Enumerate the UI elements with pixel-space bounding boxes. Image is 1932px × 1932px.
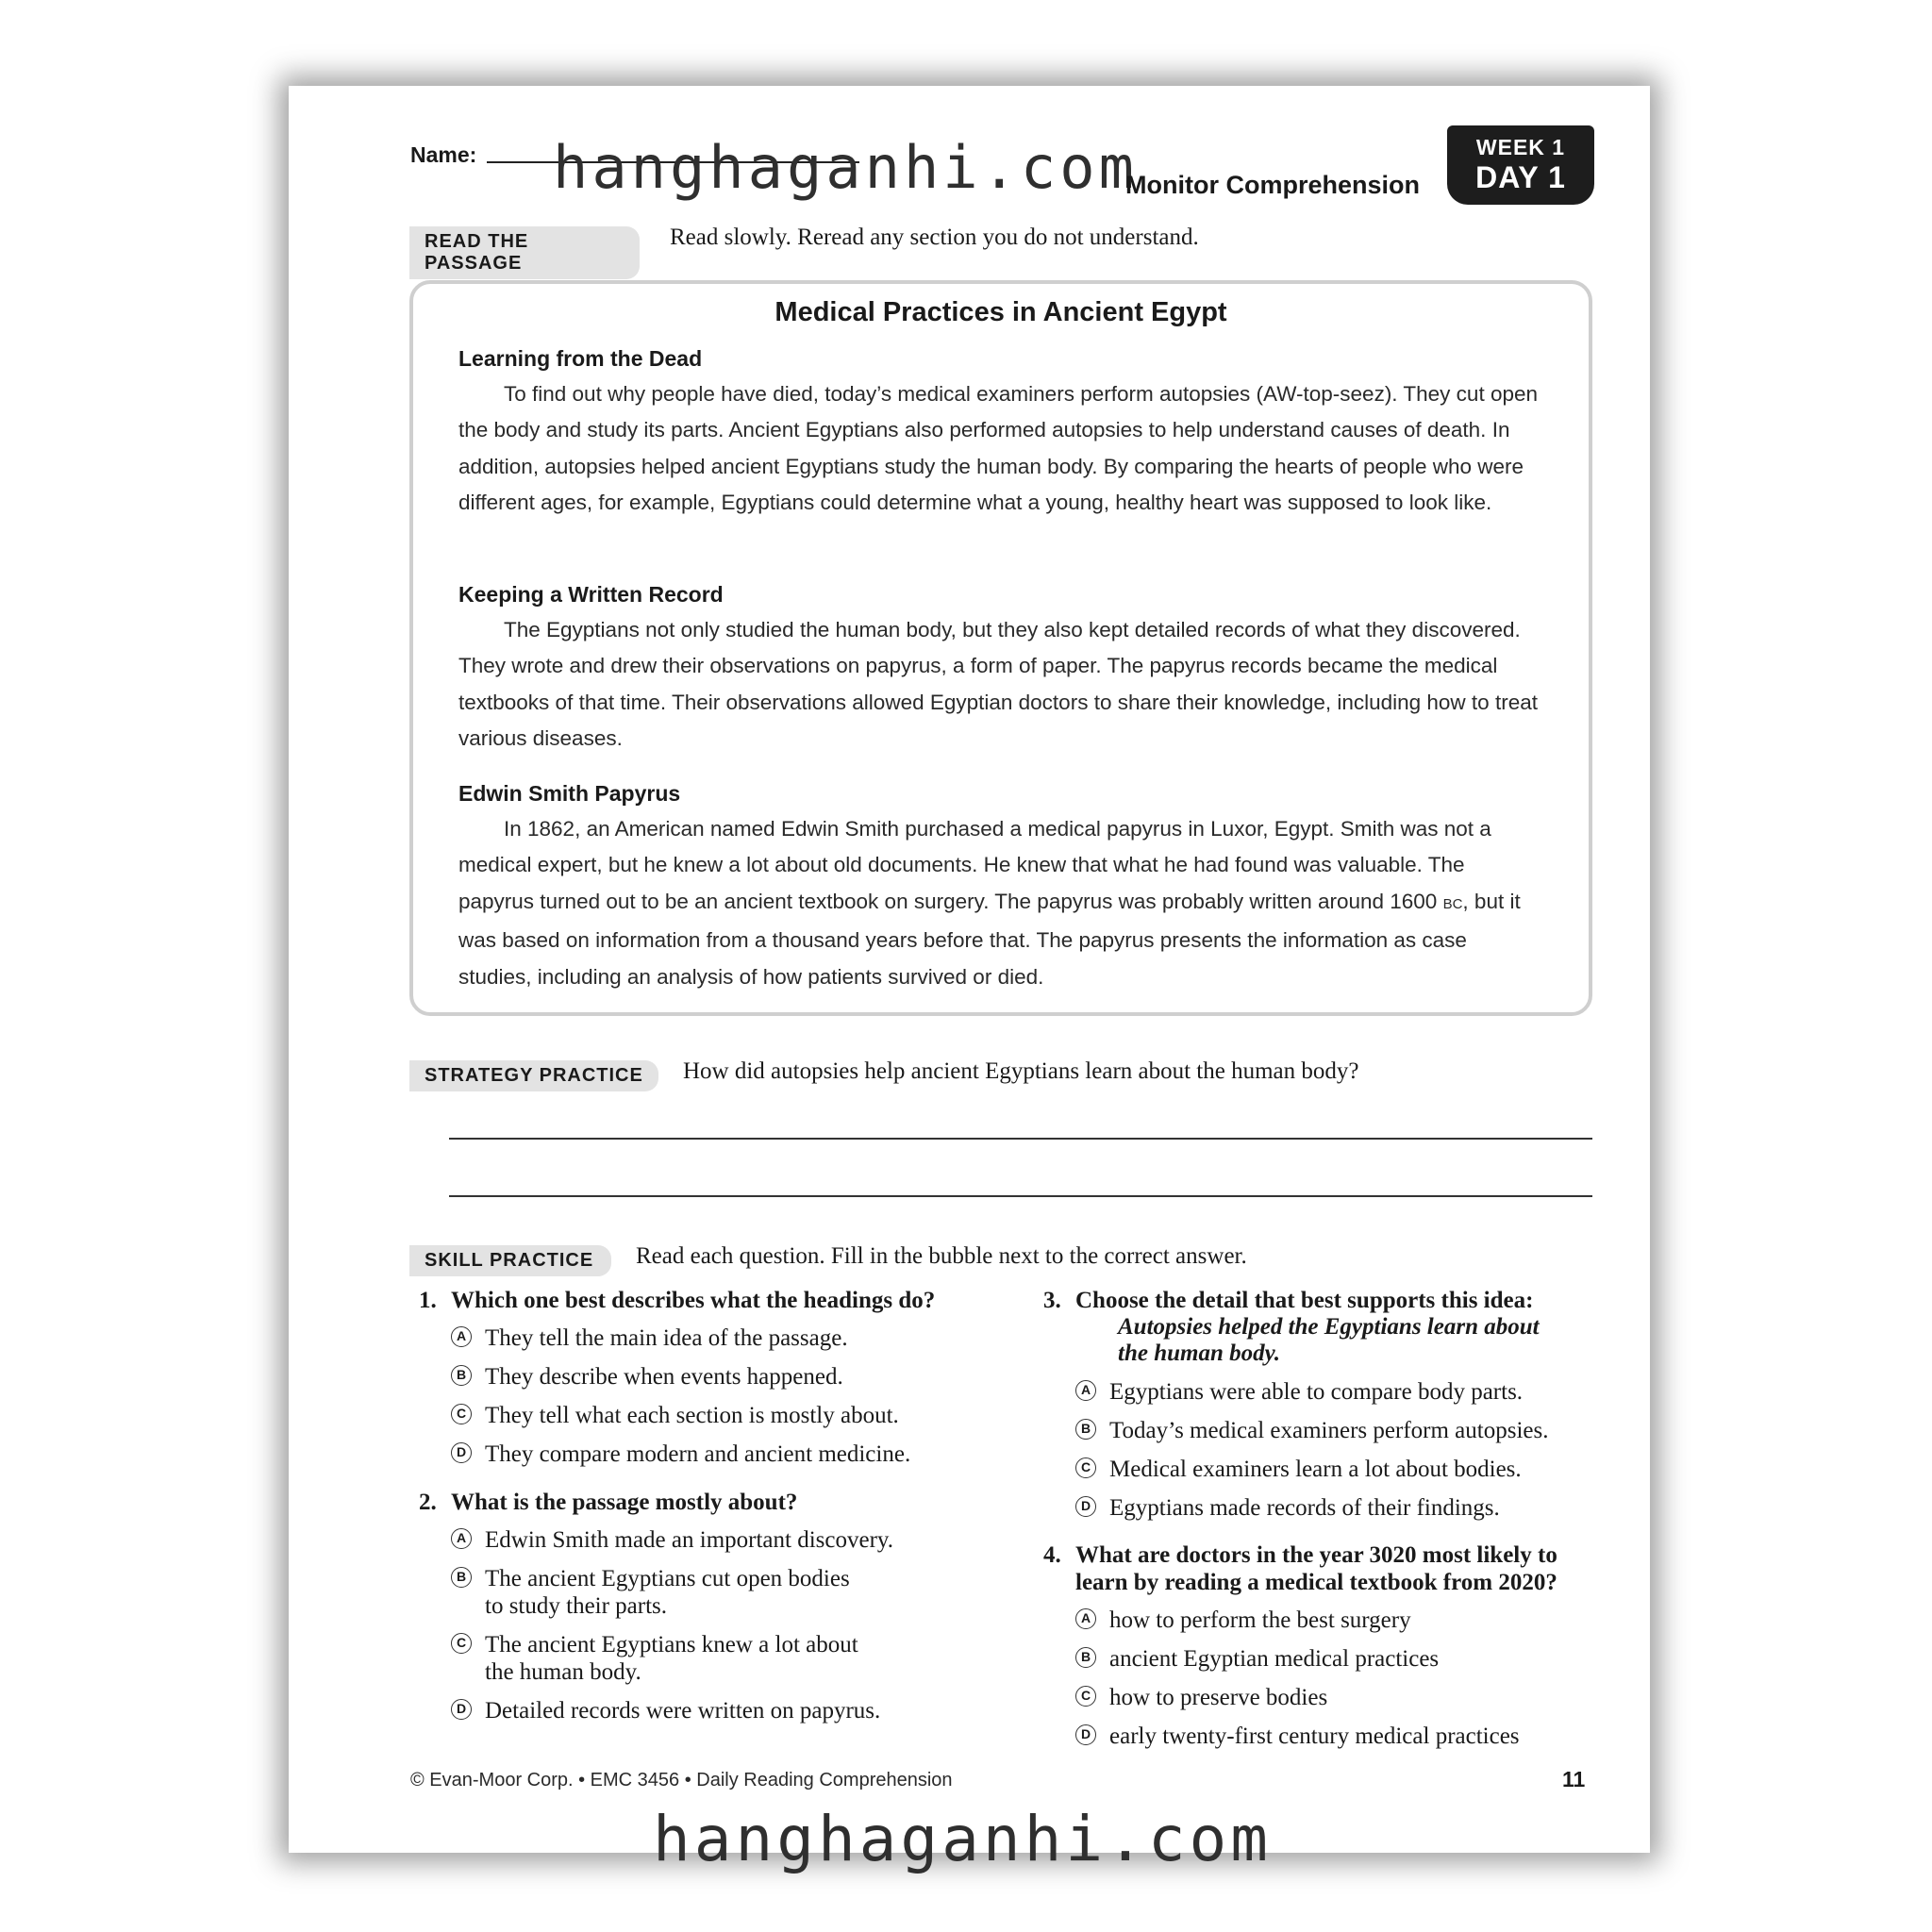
strategy-practice-tag: STRATEGY PRACTICE: [409, 1060, 658, 1091]
section-body-3: [458, 811, 1543, 995]
option-text: ancient Egyptian medical practices: [1109, 1646, 1440, 1672]
option-text-continued: to study their parts.: [485, 1593, 668, 1619]
option-text: The ancient Egyptians cut open bodies: [485, 1566, 850, 1591]
question-number: 1.: [419, 1288, 437, 1313]
name-label: Name:: [410, 142, 477, 167]
bubble-a[interactable]: A: [1075, 1608, 1096, 1629]
section-heading-1: Learning from the Dead: [458, 346, 703, 371]
question-number: 2.: [419, 1490, 437, 1515]
question-4: [1043, 1542, 1600, 1769]
worksheet-page: [289, 86, 1650, 1875]
bubble-c[interactable]: C: [1075, 1686, 1096, 1707]
bubble-d[interactable]: D: [451, 1442, 472, 1463]
question-stem: Choose the detail that best supports this idea:: [1075, 1288, 1534, 1313]
option-text: how to perform the best surgery: [1109, 1607, 1411, 1633]
page-number: 11: [1562, 1767, 1586, 1791]
bubble-b[interactable]: B: [1075, 1647, 1096, 1668]
skill-title: Monitor Comprehension: [1125, 171, 1420, 199]
answer-line-1[interactable]: [449, 1138, 1592, 1140]
bubble-b[interactable]: B: [1075, 1419, 1096, 1440]
option-text: They tell the main idea of the passage.: [485, 1325, 848, 1351]
supported-idea-line-2: the human body.: [1118, 1341, 1281, 1366]
skill-instruction: Read each question. Fill in the bubble next to the correct answer.: [636, 1243, 1247, 1269]
section-body-3-part-a: In 1862, an American named Edwin Smith purchased a medical papyrus in Luxor, Egypt. Smith was not a medical expert, but he knew a lot about old documents. He knew that what he had found was valuable. The papyrus turned out to be an ancient textbook on surgery. The papyrus was probably written around 1600: [458, 817, 1491, 913]
question-stem: What are doctors in the year 3020 most likely to: [1075, 1542, 1557, 1568]
supported-idea-line-1: Autopsies helped the Egyptians learn about: [1118, 1314, 1540, 1340]
bubble-a[interactable]: A: [451, 1528, 472, 1549]
question-1: [419, 1288, 985, 1486]
bubble-b[interactable]: B: [451, 1365, 472, 1386]
bubble-a[interactable]: A: [1075, 1380, 1096, 1401]
option-text: They describe when events happened.: [485, 1364, 843, 1390]
option-text: Medical examiners learn a lot about bodies.: [1109, 1457, 1522, 1482]
day-label: DAY 1: [1475, 160, 1566, 194]
option-text: Today’s medical examiners perform autopsies.: [1109, 1418, 1549, 1443]
option-text: They compare modern and ancient medicine.: [485, 1441, 911, 1467]
era-label: BC: [1442, 895, 1463, 912]
question-number: 3.: [1043, 1288, 1061, 1313]
section-body-2: The Egyptians not only studied the human body, but they also kept detailed records of what they discovered. They wrote and drew their observations on papyrus, a form of paper. The papyrus records became the medical textbooks of that time. Their observations allowed Egyptian doctors to share their knowledge, including how to treat various diseases.: [458, 618, 1538, 751]
section-heading-2: Keeping a Written Record: [458, 582, 724, 607]
bubble-b[interactable]: B: [451, 1567, 472, 1588]
question-number: 4.: [1043, 1542, 1061, 1568]
bubble-c[interactable]: C: [1075, 1457, 1096, 1478]
passage-title: Medical Practices in Ancient Egypt: [774, 297, 1227, 327]
read-passage-tag: READ THE PASSAGE: [409, 226, 640, 279]
passage-box: [409, 280, 1592, 1016]
watermark-bottom: hanghaganhi.com: [653, 1803, 1273, 1875]
option-text: They tell what each section is mostly about.: [485, 1403, 899, 1428]
option-text: early twenty-first century medical practices: [1109, 1724, 1520, 1749]
skill-practice-tag: SKILL PRACTICE: [409, 1245, 611, 1276]
section-body-1: To find out why people have died, today’s medical examiners perform autopsies (AW-top-seez). They cut open the body and study its parts. Ancient Egyptians also performed autopsies to help understand causes of death. In addition, autopsies helped ancient Egyptians study the human body. By comparing the hearts of people who were different ages, for example, Egyptians could determine what a young, healthy heart was supposed to look like.: [458, 382, 1538, 515]
bubble-d[interactable]: D: [1075, 1496, 1096, 1517]
answer-line-2[interactable]: [449, 1195, 1592, 1197]
bubble-d[interactable]: D: [451, 1699, 472, 1720]
copyright-footer: © Evan-Moor Corp. • EMC 3456 • Daily Reading Comprehension: [410, 1770, 953, 1790]
bubble-d[interactable]: D: [1075, 1724, 1096, 1745]
option-text: Detailed records were written on papyrus.: [485, 1698, 881, 1724]
option-text: Egyptians were able to compare body parts.: [1109, 1379, 1524, 1405]
read-passage-instruction: Read slowly. Reread any section you do not understand.: [670, 225, 1199, 250]
question-stem-continued: learn by reading a medical textbook from 2020?: [1075, 1570, 1557, 1595]
week-label: WEEK 1: [1475, 135, 1566, 159]
option-text: Edwin Smith made an important discovery.: [485, 1527, 894, 1553]
week-day-tab: [1447, 125, 1594, 205]
option-text: The ancient Egyptians knew a lot about: [485, 1632, 858, 1657]
bubble-c[interactable]: C: [451, 1404, 472, 1424]
option-text: Egyptians made records of their findings.: [1109, 1495, 1500, 1521]
option-text: how to preserve bodies: [1109, 1685, 1328, 1710]
bubble-c[interactable]: C: [451, 1633, 472, 1654]
question-stem: What is the passage mostly about?: [451, 1490, 798, 1515]
option-text-continued: the human body.: [485, 1659, 641, 1685]
question-2: [419, 1490, 985, 1735]
question-3: [1043, 1288, 1600, 1524]
strategy-question: How did autopsies help ancient Egyptians learn about the human body?: [683, 1058, 1359, 1084]
bubble-a[interactable]: A: [451, 1326, 472, 1347]
question-stem: Which one best describes what the headings do?: [451, 1288, 936, 1313]
section-body-3-part-b: , but it was based on information from a thousand years before that. The papyrus presents the information as case studies, including an analysis of how patients survived or died.: [458, 889, 1521, 989]
section-heading-3: Edwin Smith Papyrus: [458, 781, 681, 806]
watermark-top: hanghaganhi.com: [553, 133, 1138, 202]
